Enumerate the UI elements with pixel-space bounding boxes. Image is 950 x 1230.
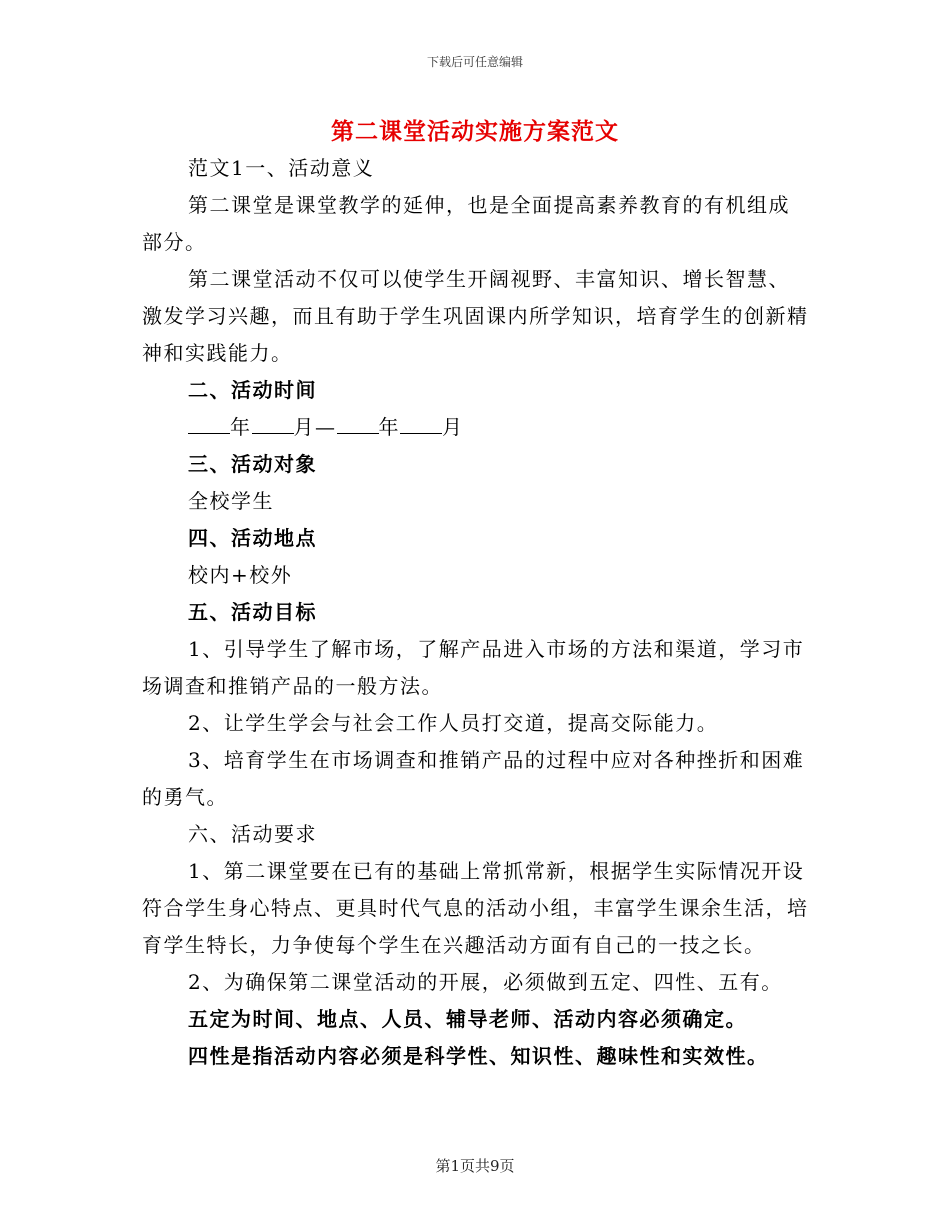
paragraph-requirement-2: 2、为确保第二课堂活动的开展，必须做到五定、四性、五有。 bbox=[188, 970, 783, 994]
paragraph-four-natures: 四性是指活动内容必须是科学性、知识性、趣味性和实效性。 bbox=[188, 1044, 769, 1068]
label-year-1: 年 bbox=[230, 415, 252, 439]
paragraph-goal-1: 1、引导学生了解市场，了解产品进入市场的方法和渠道，学习市场调查和推销产品的一般方法。 bbox=[142, 637, 805, 698]
paragraph-target: 全校学生 bbox=[188, 489, 274, 513]
section-heading-time: 二、活动时间 bbox=[188, 378, 317, 402]
paragraph-meaning-2: 第二课堂活动不仅可以使学生开阔视野、丰富知识、增长智慧、激发学习兴趣，而且有助于学生巩固课内所学知识，培育学生的创新精神和实践能力。 bbox=[142, 267, 809, 365]
blank-year-2 bbox=[337, 413, 379, 434]
blank-year-1 bbox=[188, 413, 230, 434]
section-heading-requirements: 六、活动要求 bbox=[188, 822, 317, 846]
paragraph-goal-3: 3、培育学生在市场调查和推销产品的过程中应对各种挫折和困难的勇气。 bbox=[142, 748, 805, 809]
document-body bbox=[142, 150, 810, 1075]
paragraph-intro-heading: 范文1一、活动意义 bbox=[188, 156, 375, 180]
paragraph-meaning-1: 第二课堂是课堂教学的延伸，也是全面提高素养教育的有机组成部分。 bbox=[142, 193, 790, 254]
label-month-1: 月— bbox=[293, 415, 337, 439]
document-title: 第二课堂活动实施方案范文 bbox=[331, 118, 619, 145]
section-heading-goals: 五、活动目标 bbox=[188, 600, 317, 624]
paragraph-location: 校内+校外 bbox=[188, 563, 293, 587]
paragraph-requirement-1: 1、第二课堂要在已有的基础上常抓常新，根据学生实际情况开设符合学生身心特点、更具时代气息的活动小组，丰富学生课余生活，培育学生特长，力争使每个学生在兴趣活动方面有自己的一技之长。 bbox=[142, 859, 809, 957]
label-year-2: 年 bbox=[378, 415, 400, 439]
label-month-2: 月 bbox=[442, 415, 464, 439]
date-fill-line bbox=[142, 409, 810, 446]
section-heading-location: 四、活动地点 bbox=[188, 526, 317, 550]
section-heading-target: 三、活动对象 bbox=[188, 452, 317, 476]
page-header: 下载后可任意编辑 bbox=[426, 55, 523, 69]
blank-month-2 bbox=[400, 413, 442, 434]
paragraph-goal-2: 2、让学生学会与社会工作人员打交道，提高交际能力。 bbox=[188, 711, 719, 735]
page-footer: 第1页共9页 bbox=[435, 1157, 515, 1175]
blank-month-1 bbox=[252, 413, 294, 434]
paragraph-five-fixed: 五定为时间、地点、人员、辅导老师、活动内容必须确定。 bbox=[188, 1007, 747, 1031]
